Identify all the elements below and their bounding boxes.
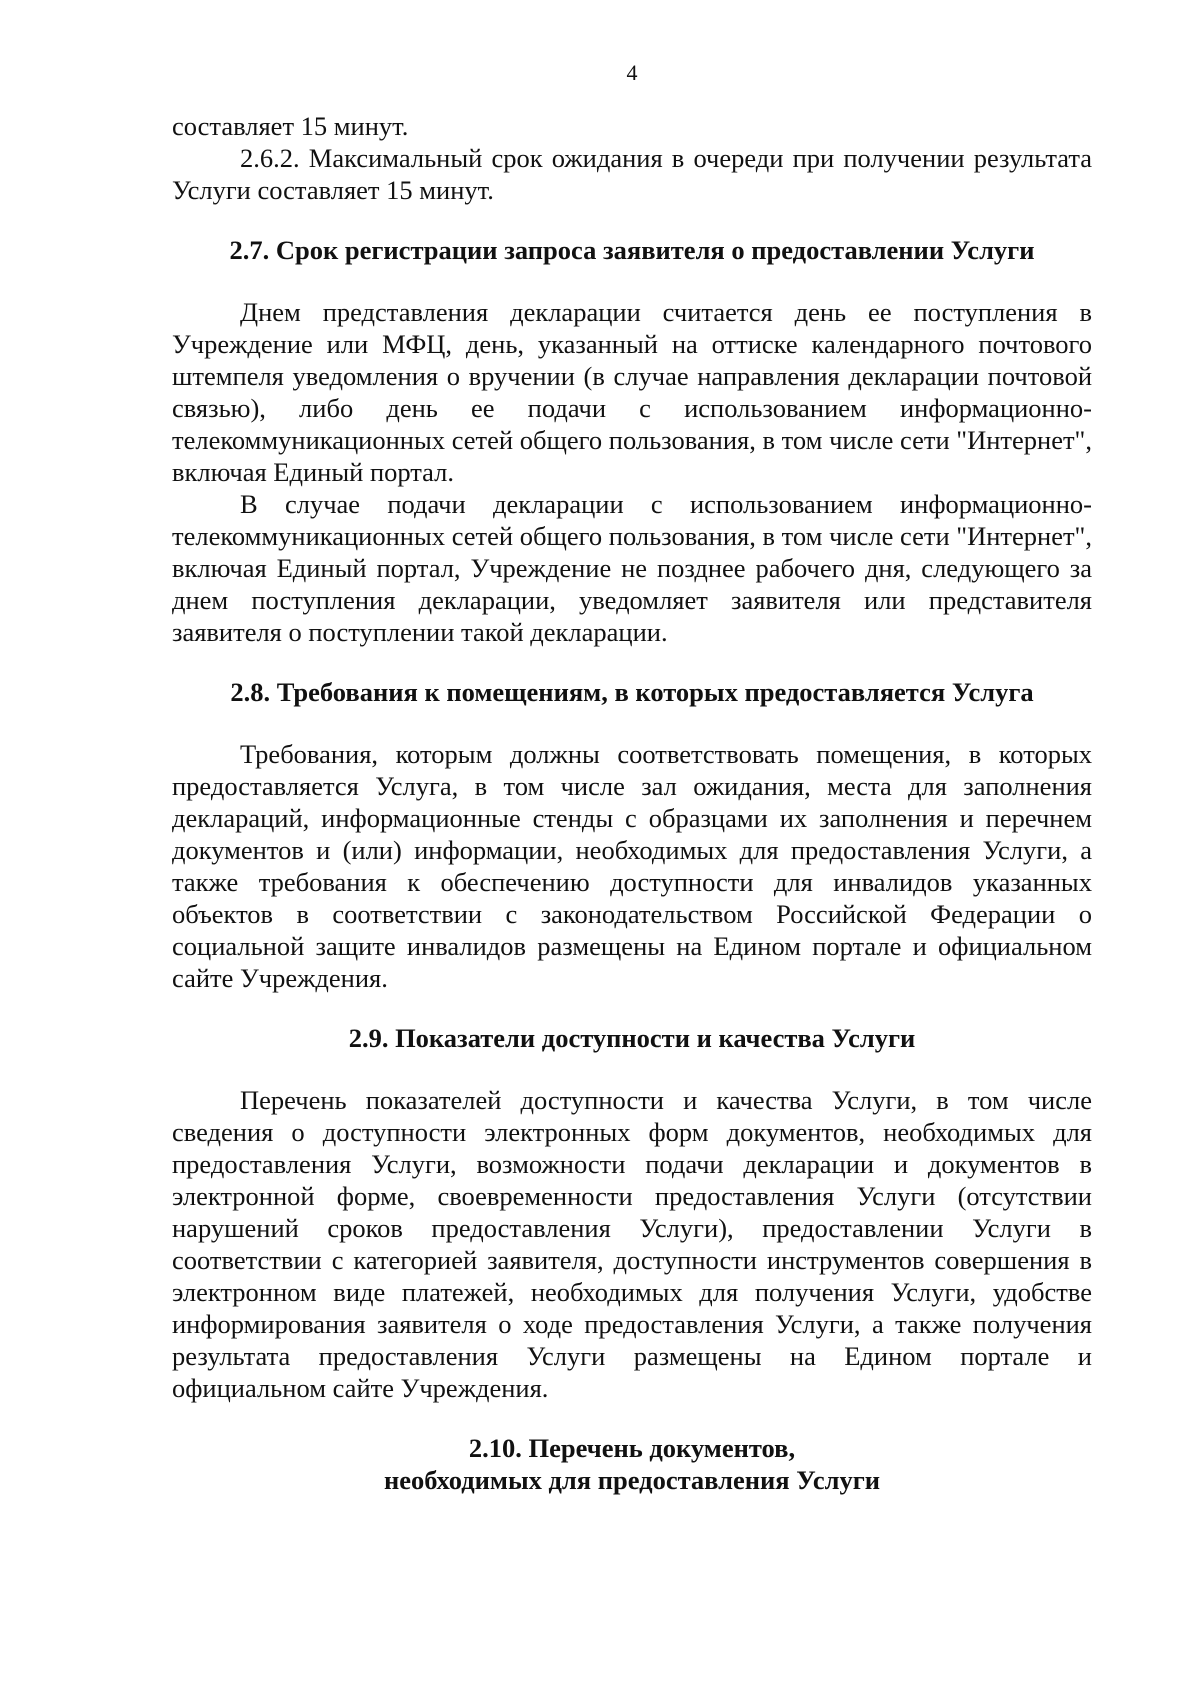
paragraph-2-8: Требования, которым должны соответствовать помещения, в которых предоставляется Услуга, в том числе зал ожидания, места для заполнения деклараций, информационные стенды с образцами их заполнения и перечнем документов и (или) информации, необходимых для предоставления Услуги, а также требования к обеспечению доступности для инвалидов указанных объектов в соответствии с законодательством Российской Федерации о социальной защите инвалидов размещены на Едином портале и официальном сайте Учреждения. bbox=[172, 739, 1092, 993]
paragraph-2-7-b: В случае подачи декларации с использованием информационно-телекоммуникационных сетей общего пользования, в том числе сети "Интернет", включая Единый портал, Учреждение не позднее рабочего дня, следующего за днем поступления декларации, уведомляет заявителя или представителя заявителя о поступлении такой декларации. bbox=[172, 489, 1092, 647]
heading-2-10-line-1: 2.10. Перечень документов, bbox=[468, 1433, 796, 1463]
heading-2-10-line-2: необходимых для предоставления Услуги bbox=[383, 1465, 881, 1495]
heading-2-7: 2.7. Срок регистрации запроса заявителя о предоставлении Услуги bbox=[229, 235, 1035, 265]
heading-2-10 bbox=[172, 1432, 1092, 1496]
paragraph-2-7-a: Днем представления декларации считается день ее поступления в Учреждение или МФЦ, день, указанный на оттиске календарного почтового штемпеля уведомления о вручении (в случае направления декларации почтовой связью), либо день ее подачи с использованием информационно-телекоммуникационных сетей общего пользования, в том числе сети "Интернет", включая Единый портал. bbox=[172, 297, 1092, 487]
heading-2-9: 2.9. Показатели доступности и качества Услуги bbox=[348, 1023, 916, 1053]
heading-2-8: 2.8. Требования к помещениям, в которых предоставляется Услуга bbox=[230, 677, 1034, 707]
paragraph-2-9: Перечень показателей доступности и качества Услуги, в том числе сведения о доступности электронных форм документов, необходимых для предоставления Услуги, возможности подачи декларации и документов в электронной форме, своевременности предоставления Услуги (отсутствии нарушений сроков предоставления Услуги), предоставлении Услуги в соответствии с категорией заявителя, доступности инструментов совершения в электронном виде платежей, необходимых для получения Услуги, удобстве информирования заявителя о ходе предоставления Услуги, а также получения результата предоставления Услуги размещены на Едином портале и официальном сайте Учреждения. bbox=[172, 1085, 1092, 1403]
paragraph-continuation: составляет 15 минут. bbox=[172, 111, 409, 141]
page-number: 4 bbox=[626, 60, 638, 85]
paragraph-2-6-2: 2.6.2. Максимальный срок ожидания в очереди при получении результата Услуги составляет 15 минут. bbox=[172, 143, 1092, 205]
